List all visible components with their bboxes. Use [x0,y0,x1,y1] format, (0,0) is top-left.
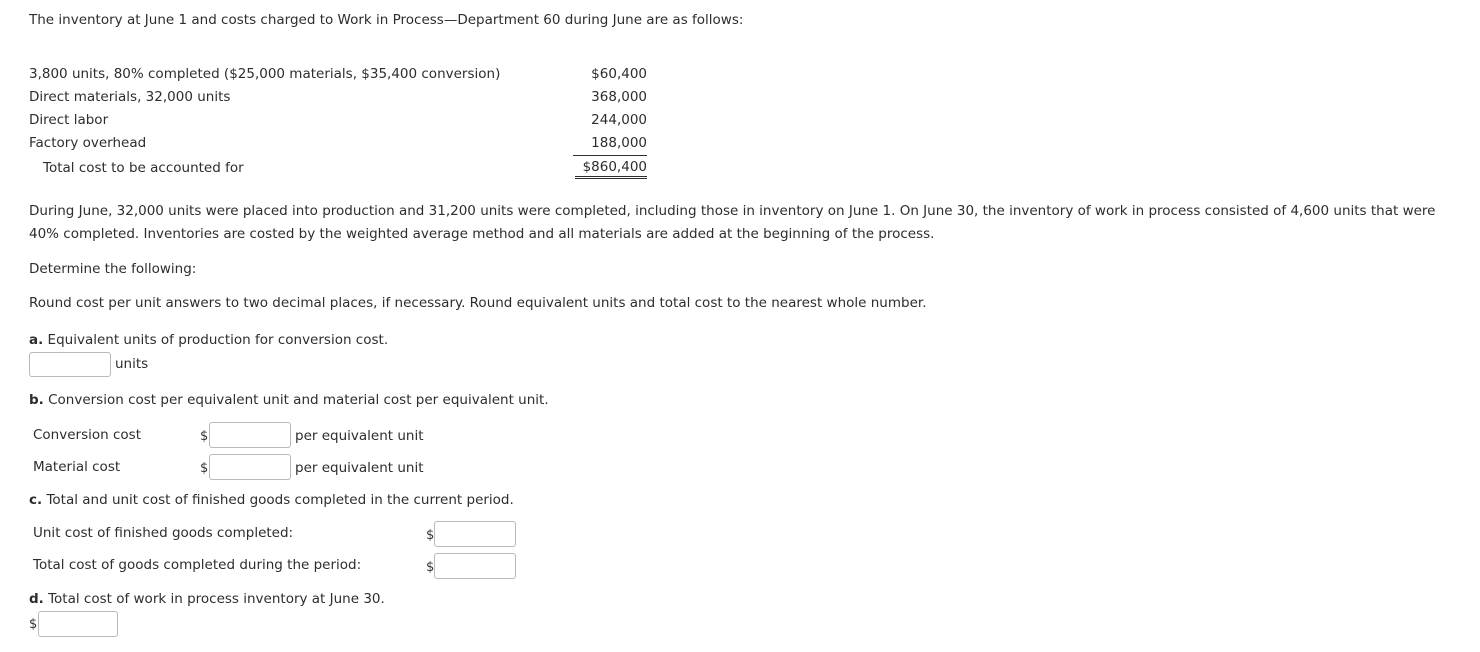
intro-text: The inventory at June 1 and costs charged to Work in Process—Department 60 during June are as follows: [29,12,744,28]
question-letter: c. [29,492,43,508]
conversion-cost-input[interactable] [209,422,291,448]
material-cost-label: Material cost [33,459,121,475]
cost-table [29,64,649,179]
question-c [29,492,514,508]
material-cost-suffix: per equivalent unit [295,460,424,476]
cost-row-label: Total cost to be accounted for [43,160,244,176]
material-cost-input[interactable] [209,454,291,480]
dollar-sign: $ [29,617,38,632]
cost-row-direct-materials [29,87,649,110]
question-letter: a. [29,332,44,348]
unit-cost-finished-input[interactable] [434,521,516,547]
conversion-cost-label: Conversion cost [33,427,141,443]
question-b [29,392,549,408]
conversion-cost-suffix: per equivalent unit [295,428,424,444]
cost-row-amount: 368,000 [591,89,647,105]
question-text: Conversion cost per equivalent unit and material cost per equivalent unit. [48,392,549,408]
units-label: units [115,356,149,372]
equivalent-units-input[interactable] [29,352,111,377]
cost-row-label: 3,800 units, 80% completed ($25,000 materials, $35,400 conversion) [29,66,501,82]
dollar-sign: $ [200,429,209,444]
cost-row-amount: 244,000 [591,112,647,128]
rounding-note: Round cost per unit answers to two decimal places, if necessary. Round equivalent units and total cost to the nearest whole number. [29,295,927,311]
cost-row-amount: $860,400 [575,158,647,179]
cost-row-label: Direct labor [29,112,109,128]
question-letter: b. [29,392,44,408]
question-text: Total and unit cost of finished goods completed in the current period. [46,492,514,508]
wip-total-cost-input[interactable] [38,611,118,637]
dollar-sign: $ [200,461,209,476]
scenario-paragraph: During June, 32,000 units were placed into production and 31,200 units were completed, including those in inventory on June 1. On June 30, the inventory of work in process consisted of 4,600 units that were 40% completed. Inventories are costed by the weighted average method and all materials are added at the beginning of the process. [29,203,1436,242]
determine-text: Determine the following: [29,261,197,277]
cost-row-label: Direct materials, 32,000 units [29,89,231,105]
question-d [29,591,385,607]
cost-row-factory-overhead [29,133,649,156]
cost-row-total [29,156,649,179]
cost-row-amount: $60,400 [591,66,647,82]
dollar-sign: $ [426,528,435,543]
question-text: Total cost of work in process inventory at June 30. [48,591,385,607]
cost-row-label: Factory overhead [29,135,147,151]
question-a [29,332,388,348]
unit-cost-finished-label: Unit cost of finished goods completed: [33,525,294,541]
cost-row-direct-labor [29,110,649,133]
question-text: Equivalent units of production for conversion cost. [47,332,389,348]
question-letter: d. [29,591,44,607]
total-cost-completed-input[interactable] [434,553,516,579]
cost-row-beginning-inventory [29,64,649,87]
dollar-sign: $ [426,560,435,575]
cost-row-amount: 188,000 [591,135,647,151]
total-cost-completed-label: Total cost of goods completed during the period: [33,557,362,573]
